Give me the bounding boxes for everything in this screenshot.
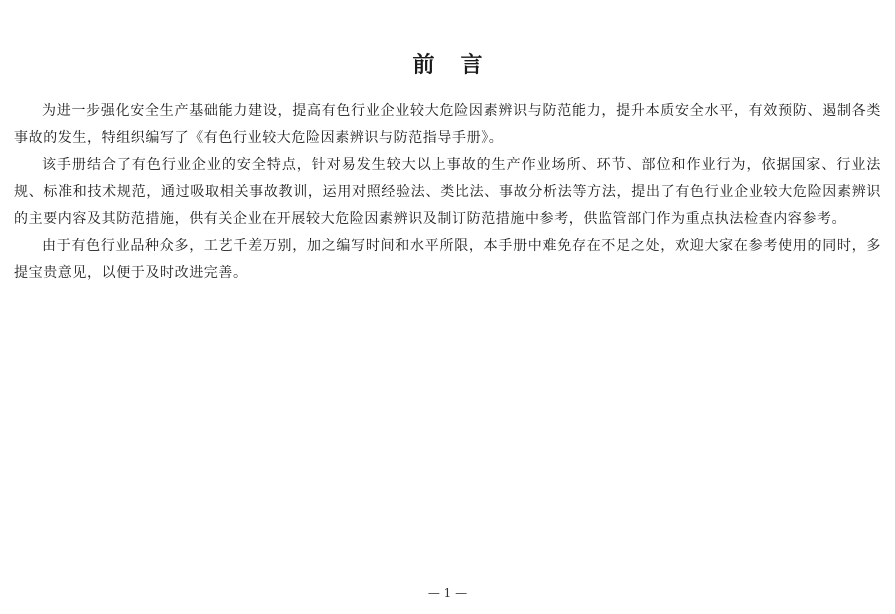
page-title: 前言: [412, 52, 509, 78]
page-number: — 1 —: [427, 586, 468, 600]
paragraph-1: 为进一步强化安全生产基础能力建设，提高有色行业企业较大危险因素辨识与防范能力，提升本质安全水平，有效预防、遏制各类事故的发生，特组织编写了《有色行业较大危险因素辨识与防范指导手册》。: [14, 103, 881, 146]
document-body: [14, 98, 881, 287]
paragraph-3: 由于有色行业品种众多，工艺千差万别，加之编写时间和水平所限，本手册中难免存在不足之处，欢迎大家在参考使用的同时，多提宝贵意见，以便于及时改进完善。: [14, 238, 881, 281]
paragraph-2: 该手册结合了有色行业企业的安全特点，针对易发生较大以上事故的生产作业场所、环节、部位和作业行为，依据国家、行业法规、标准和技术规范，通过吸取相关事故教训，运用对照经验法、类比法、事故分析法等方法，提出了有色行业企业较大危险因素辨识的主要内容及其防范措施，供有关企业在开展较大危险因素辨识及制订防范措施中参考，供监管部门作为重点执法检查内容参考。: [14, 157, 881, 227]
